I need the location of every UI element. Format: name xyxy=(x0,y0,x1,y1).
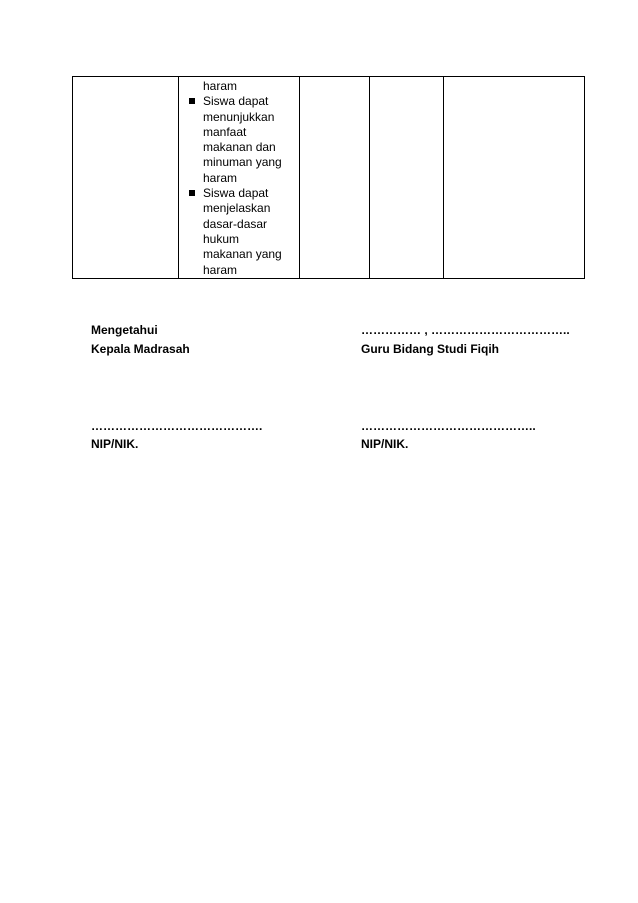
indicator-item xyxy=(183,94,297,186)
indicator-line: haram xyxy=(203,170,238,185)
indicator-line: Siswa dapat xyxy=(203,94,269,109)
known-by-label: Mengetahui xyxy=(91,323,158,337)
indicator-item xyxy=(183,186,297,278)
table-cell-empty xyxy=(300,77,370,279)
indicator-line: makanan dan xyxy=(203,140,276,155)
indicator-line: menjelaskan xyxy=(203,201,271,216)
square-bullet-icon xyxy=(189,98,195,104)
teacher-title: Guru Bidang Studi Fiqih xyxy=(361,342,499,356)
headmaster-id-label: NIP/NIK. xyxy=(91,437,139,451)
table-row xyxy=(73,77,585,279)
indicator-line: dasar-dasar xyxy=(203,216,268,231)
teacher-name-placeholder: …………………………………….. xyxy=(361,419,536,433)
indicator-line: minuman yang xyxy=(203,155,282,170)
indicator-line: makanan yang xyxy=(203,247,282,262)
indicator-line: Siswa dapat xyxy=(203,186,269,201)
table-cell-empty xyxy=(73,77,179,279)
place-date-placeholder: …………… , …………………………….. xyxy=(361,323,570,337)
indicator-line: hukum xyxy=(203,231,240,246)
indicator-line: haram xyxy=(203,262,238,277)
table-cell-empty xyxy=(370,77,444,279)
indicator-line: manfaat xyxy=(203,124,247,139)
indicator-cell xyxy=(179,77,300,279)
square-bullet-icon xyxy=(189,190,195,196)
headmaster-name-placeholder: ……………………………………. xyxy=(91,419,263,433)
assessment-table xyxy=(72,76,585,279)
headmaster-title: Kepala Madrasah xyxy=(91,342,190,356)
indicator-continuation xyxy=(183,79,297,94)
indicator-line: menunjukkan xyxy=(203,109,275,124)
table-cell-empty xyxy=(444,77,585,279)
indicator-line: haram xyxy=(203,79,238,93)
indicator-list xyxy=(179,77,299,278)
teacher-id-label: NIP/NIK. xyxy=(361,437,409,451)
